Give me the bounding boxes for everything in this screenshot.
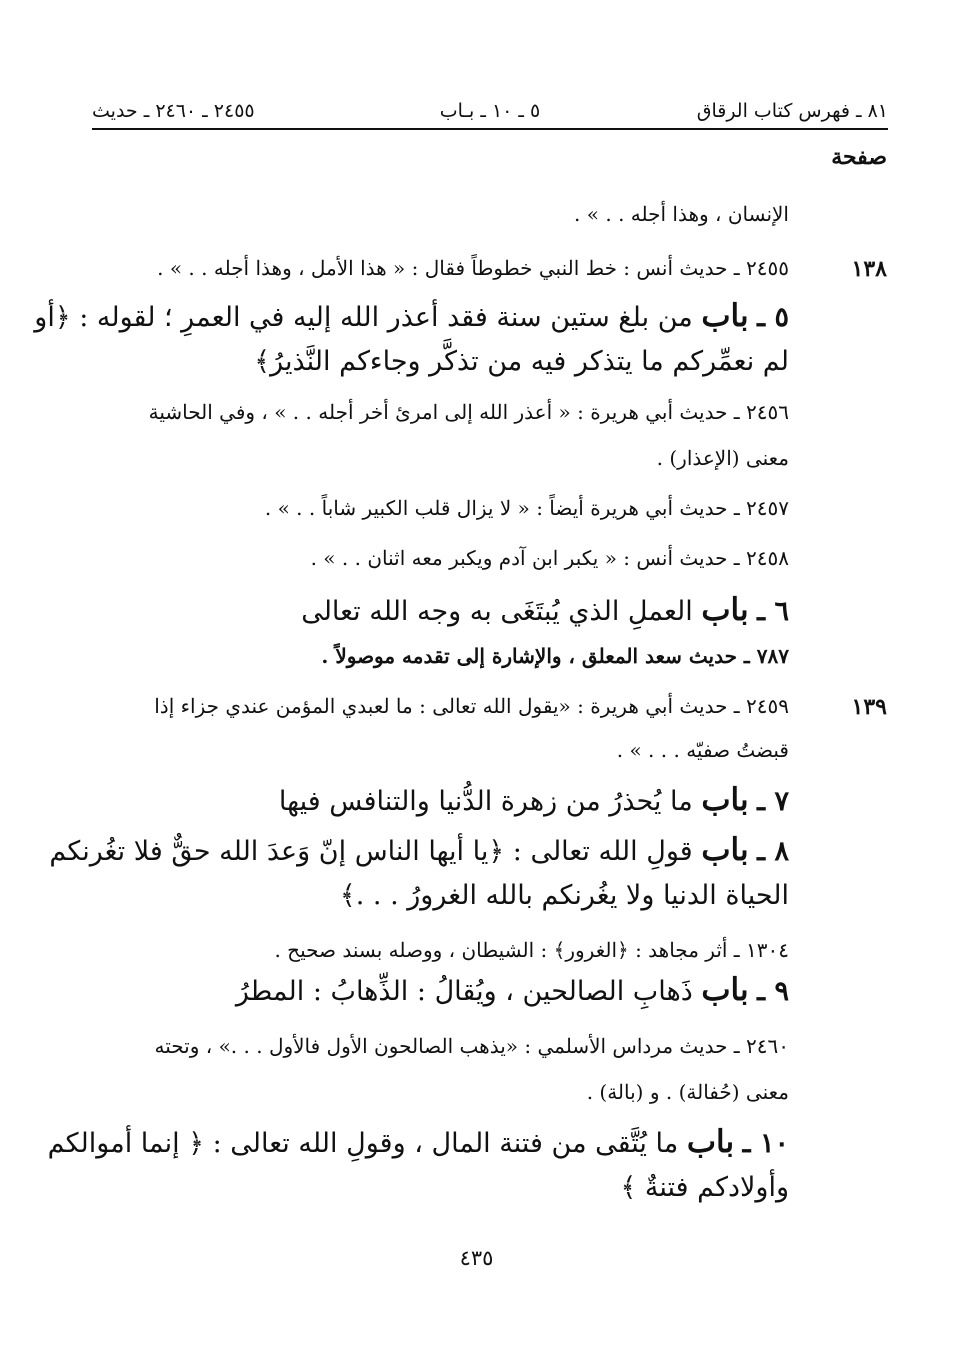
hadith-entry-2460: ٢٤٦٠ ـ حديث مرداس الأسلمي : «يذهب الصالحون الأول فالأول . . .» ، وتحته xyxy=(154,1034,789,1058)
hadith-entry-2455: ٢٤٥٥ ـ حديث أنس : خط النبي خطوطاً فقال : « هذا الأمل ، وهذا أجله . . » . xyxy=(157,256,789,280)
chapter-title: ذَهابِ الصالحين ، ويُقالُ : الذِّهابُ : المطرُ xyxy=(235,976,693,1007)
hadith-entry-2457: ٢٤٥٧ ـ حديث أبي هريرة أيضاً : « لا يزال قلب الكبير شاباً . . » . xyxy=(264,496,789,520)
page-column-heading: صفحة xyxy=(831,144,887,170)
chapter-number: ١٠ ـ xyxy=(742,1128,789,1159)
chapter-heading-10-continuation: وأولادكم فتنةٌ ﴾ xyxy=(620,1172,789,1203)
hadith-entry-2459-continuation: قبضتُ صفيّه . . . » . xyxy=(616,738,789,762)
hadith-entry-2460-continuation: معنى (حُفالة) . و (بالة) . xyxy=(586,1080,789,1104)
header-chapter-title: ٨١ ـ فهرس كتاب الرقاق xyxy=(696,100,888,122)
hadith-entry-2458: ٢٤٥٨ ـ حديث أنس : « يكبر ابن آدم ويكبر معه اثنان . . » . xyxy=(310,546,789,570)
chapter-title: من بلغ ستين سنة فقد أعذر الله إليه في العمرِ ؛ لقوله : ﴿أو xyxy=(34,302,693,333)
chapter-title: العملِ الذي يُبتَغَى به وجه الله تعالى xyxy=(301,596,693,627)
chapter-heading-10 xyxy=(47,1124,789,1160)
chapter-heading-8-continuation: الحياة الدنيا ولا يغُرنكم بالله الغرورُ . . .﴾ xyxy=(339,880,789,911)
running-header xyxy=(92,96,888,132)
chapter-title: ما يُتَّقى من فتنة المال ، وقولِ الله تعالى : ﴿ إنما أموالكم xyxy=(47,1128,679,1159)
chapter-heading-6 xyxy=(92,592,789,628)
header-rule xyxy=(92,128,888,130)
hadith-entry-2456: ٢٤٥٦ ـ حديث أبي هريرة : « أعذر الله إلى امرئ أخر أجله . . » ، وفي الحاشية xyxy=(148,400,789,424)
chapter-heading-5-continuation: لم نعمِّركم ما يتذكر فيه من تذكَّر وجاءكم النَّذيرُ﴾ xyxy=(254,346,789,377)
chapter-heading-8 xyxy=(49,832,789,868)
header-section-range: ٥ ـ ١٠ ـ بـاب xyxy=(439,100,541,122)
chapter-keyword: باب xyxy=(701,832,749,868)
chapter-heading-7 xyxy=(92,782,789,818)
hadith-entry-2459: ٢٤٥٩ ـ حديث أبي هريرة : «يقول الله تعالى : ما لعبدي المؤمن عندي جزاء إذا xyxy=(154,694,789,718)
chapter-number: ٩ ـ xyxy=(757,976,789,1007)
athar-entry-1304: ١٣٠٤ ـ أثر مجاهد : ﴿الغرور﴾ : الشيطان ، ووصله بسند صحيح . xyxy=(274,938,789,962)
hadith-entry-787: ٧٨٧ ـ حديث سعد المعلق ، والإشارة إلى تقدمه موصولاً . xyxy=(321,644,789,668)
chapter-heading-5 xyxy=(34,298,789,334)
chapter-keyword: باب xyxy=(701,782,749,818)
chapter-keyword: باب xyxy=(701,972,749,1008)
page-number: ٤٣٥ xyxy=(459,1246,494,1270)
page-reference-138: ١٣٨ xyxy=(851,256,887,282)
chapter-number: ٥ ـ xyxy=(757,302,789,333)
chapter-title: ما يُحذرُ من زهرة الدُّنيا والتنافس فيها xyxy=(278,786,693,817)
chapter-number: ٨ ـ xyxy=(757,836,789,867)
header-hadith-range: ٢٤٥٥ ـ ٢٤٦٠ ـ حديث xyxy=(92,100,255,122)
chapter-keyword: باب xyxy=(686,1124,735,1160)
chapter-title: قولِ الله تعالى : ﴿يا أيها الناس إنّ وَعدَ الله حقٌّ فلا تغُرنكم xyxy=(49,836,693,867)
index-line-continuation: الإنسان ، وهذا أجله . . » . xyxy=(574,202,789,226)
chapter-heading-9 xyxy=(92,972,789,1008)
page-reference-139: ١٣٩ xyxy=(851,694,887,720)
chapter-keyword: باب xyxy=(701,298,749,334)
hadith-entry-2456-continuation: معنى (الإعذار) . xyxy=(656,446,789,470)
chapter-number: ٧ ـ xyxy=(757,786,789,817)
chapter-keyword: باب xyxy=(701,592,749,628)
chapter-number: ٦ ـ xyxy=(757,596,789,627)
